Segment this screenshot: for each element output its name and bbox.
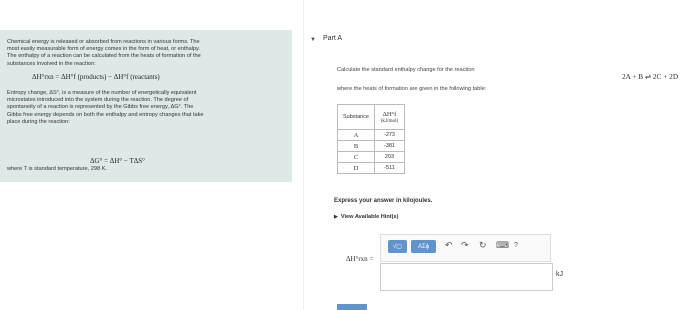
table-row: C 203 bbox=[338, 152, 405, 163]
table-row: A -273 bbox=[338, 130, 405, 141]
table-intro: where the heats of formation are given in the following table: bbox=[337, 86, 487, 92]
templates-button[interactable]: √▢ bbox=[388, 240, 407, 253]
expand-triangle-icon: ▶ bbox=[334, 214, 338, 220]
keyboard-icon[interactable]: ⌨ bbox=[496, 240, 509, 250]
undo-icon[interactable]: ↶ bbox=[445, 240, 453, 250]
question-text: Calculate the standard enthalpy change for the reaction bbox=[337, 67, 475, 73]
answer-input[interactable] bbox=[380, 263, 553, 291]
redo-icon[interactable]: ↷ bbox=[461, 240, 469, 250]
answer-label: ΔH°rxn = bbox=[346, 255, 374, 263]
gibbs-equation: ΔG° = ΔH° − TΔS° bbox=[90, 157, 145, 165]
intro-paragraph: Chemical energy is released or absorbed from reactions in various forms. The most easily measurable form of energy comes in the form of heat, or enthalpy. The enthalpy of a reaction can be calculated from the heats of formation of the substances involved in the reaction: bbox=[7, 39, 201, 67]
header-enthalpy: ΔH°f (kJ/mol) bbox=[375, 105, 405, 130]
collapse-caret-icon[interactable]: ▼ bbox=[310, 37, 316, 43]
answer-instruction: Express your answer in kilojoules. bbox=[334, 198, 433, 204]
entropy-paragraph: Entropy change, ΔS°, is a measure of the number of energetically equivalent microstates introduced into the system during the reaction. The degree of spontaneity of a reaction is represented by the Gibbs free energy, ΔG°. The Gibbs free energy depends on both the enthalpy and entropy changes that take place during the reaction: bbox=[7, 90, 204, 125]
part-title: Part A bbox=[323, 35, 343, 42]
view-hints-link[interactable]: ▶ View Available Hint(s) bbox=[334, 214, 399, 220]
info-panel bbox=[0, 30, 292, 182]
reset-icon[interactable]: ↻ bbox=[479, 240, 487, 250]
submit-button[interactable] bbox=[337, 304, 367, 310]
enthalpy-equation: ΔH°rxn = ΔH°f (products) − ΔH°f (reactants) bbox=[32, 73, 160, 81]
panel-divider bbox=[303, 0, 304, 310]
temperature-note: where T is standard temperature, 298 K. bbox=[7, 166, 107, 172]
heats-of-formation-table bbox=[337, 104, 405, 174]
header-substance: Substance bbox=[338, 105, 375, 130]
reaction-equation: 2A + B ⇌ 2C + 2D bbox=[622, 72, 679, 81]
help-icon[interactable]: ? bbox=[514, 242, 518, 249]
table-row: D -511 bbox=[338, 163, 405, 174]
table-row: B -381 bbox=[338, 141, 405, 152]
answer-unit: kJ bbox=[556, 271, 563, 278]
symbols-button[interactable]: ΑΣϕ bbox=[411, 240, 436, 253]
